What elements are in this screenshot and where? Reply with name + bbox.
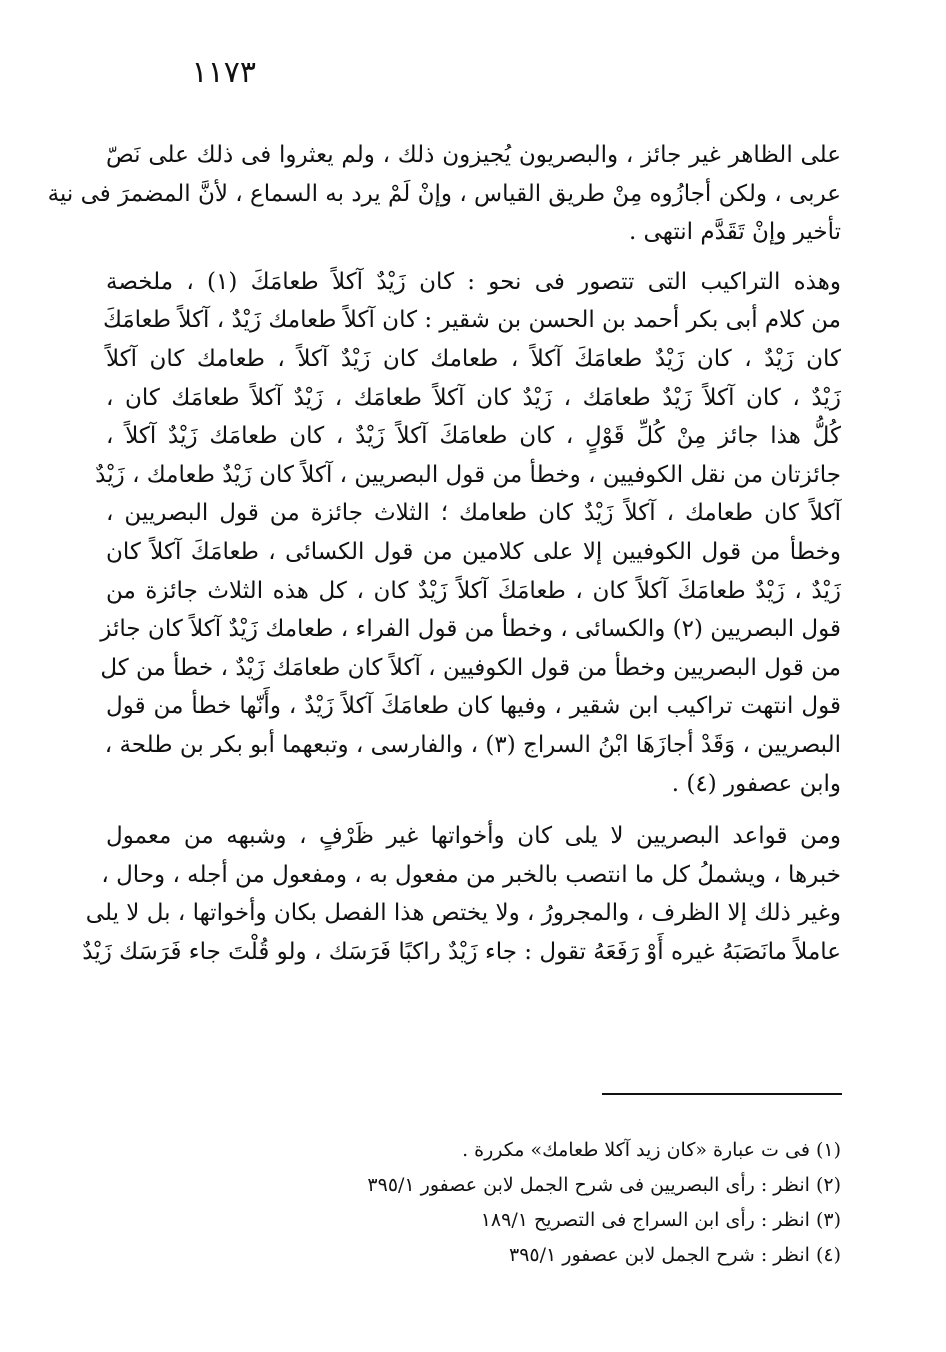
text-line: ومن قواعد البصريين لا يلى كان وأخواتها غير ظَرْفٍ ، وشبهه من معمول	[106, 823, 841, 850]
text-line: عربى ، ولكن أجازُوه مِنْ طريق القياس ، وإنْ لَمْ يرد به السماع ، لأنَّ المضمرَ فى نية	[47, 180, 841, 207]
paragraph	[82, 817, 841, 971]
text-line: البصريين ، وَقَدْ أجازَهَا ابْنُ السراج (٣) ، والفارسى ، وتبعهما أبو بكر بن طلحة ،	[104, 731, 841, 758]
text-line: زَيْدٌ ، زَيْدٌ طعامَكَ آكلاً كان ، طعامَكَ آكلاً زَيْدٌ كان ، كل هذه الثلاث جائزة من	[106, 577, 841, 604]
text-line: على الظاهر غير جائز ، والبصريون يُجيزون ذلك ، ولم يعثروا فى ذلك على نَصّ	[106, 142, 841, 168]
footnote: (١) فى ت عبارة «كان زيد آكلا طعامك» مكررة .	[462, 1139, 841, 1161]
text-line: كان زَيْدٌ ، كان زَيْدٌ طعامَكَ آكلاً ، طعامك كان زَيْدٌ آكلاً ، طعامك كان آكلاً	[106, 345, 841, 372]
text-line: زَيْدٌ ، كان آكلاً زَيْدٌ طعامَك ، زَيْدٌ كان آكلاً طعامَك ، زَيْدٌ آكلاً طعامَك كان ،	[106, 384, 841, 411]
text-line: وهذه التراكيب التى تتصور فى نحو : كان زَيْدٌ آكلاً طعامَكَ (١) ، ملخصة	[106, 268, 841, 295]
paragraph	[95, 263, 841, 803]
text-line: عاملاً مانَصَبَهُ غيره أَوْ رَفَعَهُ تقول : جاء زَيْدٌ راكبًا فَرَسَك ، ولو قُلْتَ جاء فَرَسَك زَيْدٌ	[82, 938, 841, 965]
footnotes	[106, 1133, 841, 1273]
paragraph	[47, 136, 841, 252]
page-number: ١١٧٣	[191, 55, 256, 90]
text-line: من كلام أبى بكر أحمد بن الحسن بن شقير : كان آكلاً طعامك زَيْدٌ ، آكلاً طعامَكَ	[102, 307, 841, 334]
text-line: وغير ذلك إلا الظرف ، والمجرورُ ، ولا يختص هذا الفصل بكان وأخواتها ، بل لا يلى	[85, 900, 841, 927]
text-line: من قول البصريين وخطأ من قول الكوفيين ، آكلاً كان طعامَك زَيْدٌ ، خطأ من كل	[100, 654, 841, 681]
footnote: (٣) انظر : رأى ابن السراج فى التصريح ١٨٩/١	[480, 1209, 841, 1231]
text-line: قول البصريين (٢) والكسائى ، وخطأ من قول الفراء ، طعامك زَيْدٌ آكلاً كان جائز	[100, 616, 841, 643]
text-line: تأخير وإنْ تَقَدَّم انتهى .	[628, 219, 841, 246]
text-line: آكلاً كان طعامك ، آكلاً زَيْدٌ كان طعامك ؛ الثلاث جائزة من قول البصريين ،	[106, 500, 841, 527]
text-line: وابن عصفور (٤) .	[671, 770, 841, 797]
text-line: كُلُّ هذا جائز مِنْ كُلِّ قَوْلٍ ، كان طعامَكَ آكلاً زَيْدٌ ، كان طعامَك زَيْدٌ آكلاً ،	[106, 423, 841, 450]
text-line: وخطأ من قول الكوفيين إلا على كلامين من قول الكسائى ، طعامَكَ آكلاً كان	[106, 538, 841, 565]
text-line: خبرها ، ويشملُ كل ما انتصب بالخبر من مفعول به ، ومفعول من أجله ، وحال ،	[101, 861, 841, 888]
footnote: (٤) انظر : شرح الجمل لابن عصفور ٣٩٥/١	[509, 1244, 841, 1266]
main-text	[47, 136, 841, 971]
text-line: جائزتان من نقل الكوفيين ، وخطأ من قول البصريين ، آكلاً كان زَيْدٌ طعامك ، زَيْدٌ	[95, 461, 841, 488]
text-line: قول انتهت تراكيب ابن شقير ، وفيها كان طعامَكَ آكلاً زَيْدٌ ، وأَنّها خطأ من قول	[106, 693, 841, 720]
footnote: (٢) انظر : رأى البصريين فى شرح الجمل لابن عصفور ٣٩٥/١	[367, 1174, 841, 1196]
footnote-divider	[602, 1093, 842, 1095]
